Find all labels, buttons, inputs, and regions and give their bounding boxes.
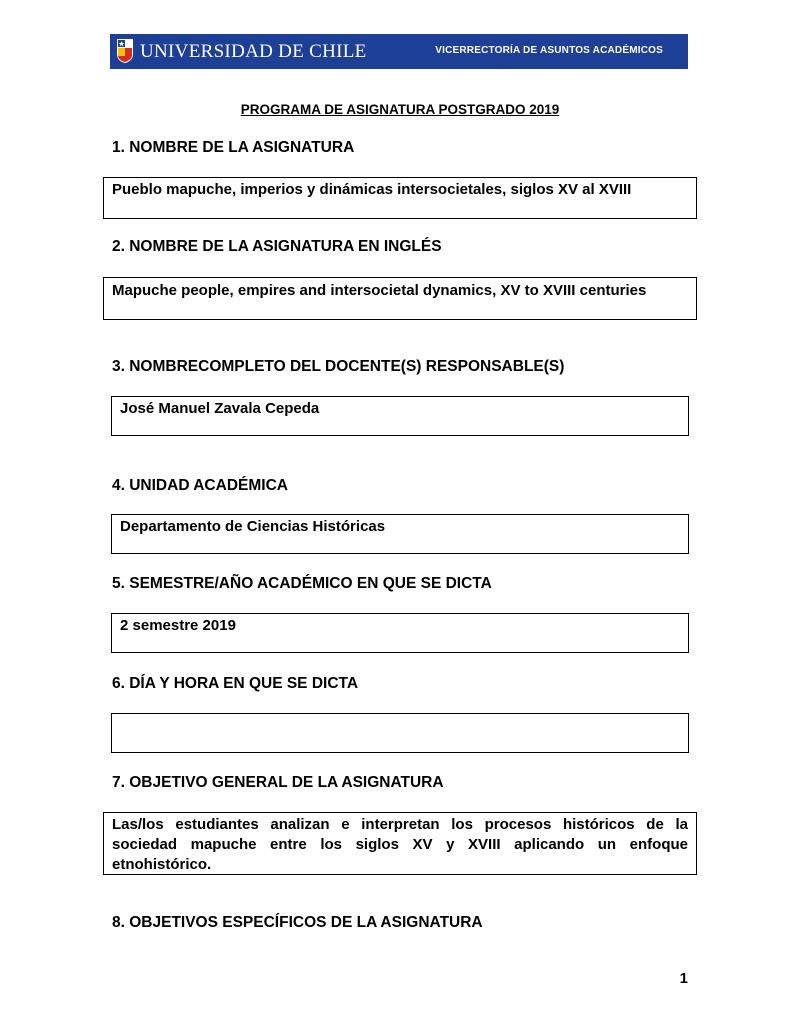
- section-3-heading: 3. NOMBRECOMPLETO DEL DOCENTE(S) RESPONSABLE(S): [112, 358, 565, 375]
- vicerrectoria-label: VICERRECTORÍA DE ASUNTOS ACADÉMICOS: [435, 45, 663, 56]
- document-title: PROGRAMA DE ASIGNATURA POSTGRADO 2019: [240, 102, 560, 117]
- section-7-heading: 7. OBJETIVO GENERAL DE LA ASIGNATURA: [112, 774, 444, 791]
- section-1-field: [103, 177, 697, 219]
- section-7-field: [103, 812, 697, 875]
- section-4-field: [111, 514, 689, 554]
- section-5-heading: 5. SEMESTRE/AÑO ACADÉMICO EN QUE SE DICTA: [112, 575, 492, 592]
- header-banner: [110, 34, 688, 69]
- section-2-heading: 2. NOMBRE DE LA ASIGNATURA EN INGLÉS: [112, 238, 442, 255]
- page-number: 1: [679, 970, 688, 987]
- section-3-value: José Manuel Zavala Cepeda: [120, 400, 320, 417]
- section-8-heading: 8. OBJETIVOS ESPECÍFICOS DE LA ASIGNATURA: [112, 914, 483, 931]
- section-1-heading: 1. NOMBRE DE LA ASIGNATURA: [112, 139, 355, 156]
- section-4-heading: 4. UNIDAD ACADÉMICA: [112, 477, 288, 494]
- section-4-value: Departamento de Ciencias Históricas: [120, 518, 386, 535]
- section-6-field: [111, 713, 689, 753]
- university-name: UNIVERSIDAD DE CHILE: [140, 41, 367, 62]
- section-6-heading: 6. DÍA Y HORA EN QUE SE DICTA: [112, 675, 359, 692]
- section-5-value: 2 semestre 2019: [120, 617, 236, 634]
- section-1-value: Pueblo mapuche, imperios y dinámicas intersocietales, siglos XV al XVIII: [112, 181, 632, 198]
- section-5-field: [111, 613, 689, 653]
- section-3-field: [111, 396, 689, 436]
- university-crest-icon: [116, 38, 134, 64]
- section-2-field: [103, 277, 697, 320]
- section-2-value: Mapuche people, empires and intersocietal dynamics, XV to XVIII centuries: [112, 282, 647, 299]
- section-7-value: Las/los estudiantes analizan e interpretan los procesos históricos de la sociedad mapuche entre los siglos XV y XVIII aplicando un enfoque etnohistórico.: [112, 816, 688, 873]
